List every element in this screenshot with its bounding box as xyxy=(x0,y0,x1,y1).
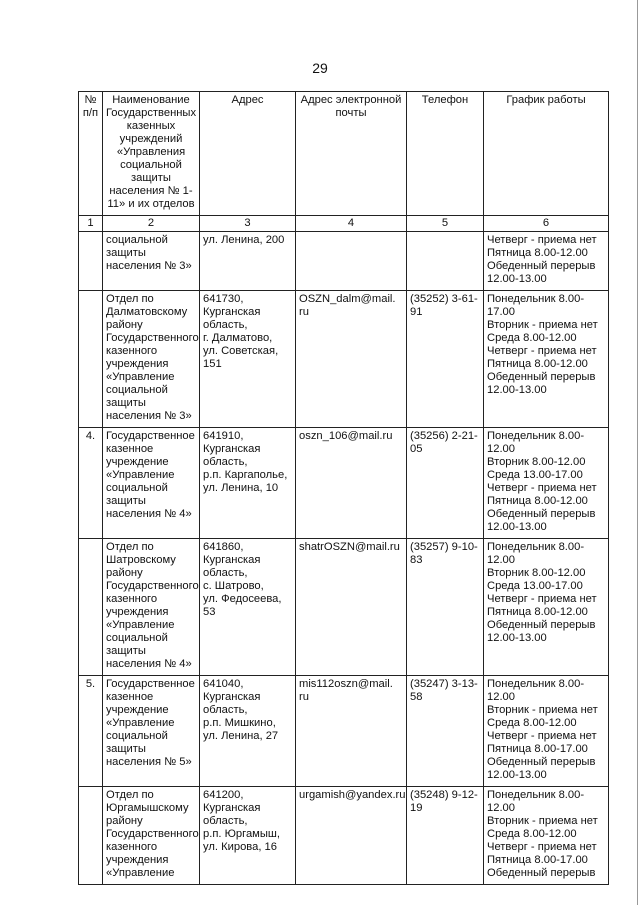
row-email: urgamish@yandex.ru xyxy=(296,787,407,885)
column-index: 6 xyxy=(484,216,609,232)
row-name: Отдел по Далматовскому району Государственного казенного учреждения «Управление социальной защиты населения № 3» xyxy=(103,291,200,428)
column-index: 1 xyxy=(79,216,103,232)
row-email: shatrOSZN@mail.ru xyxy=(296,539,407,676)
row-phone: (35247) 3-13- 58 xyxy=(407,676,484,787)
header-schedule: График работы xyxy=(484,92,609,216)
table-row xyxy=(79,232,609,291)
column-index: 5 xyxy=(407,216,484,232)
table-row xyxy=(79,291,609,428)
row-email: oszn_106@mail.ru xyxy=(296,428,407,539)
row-name: Отдел по Юргамышскому району Государственного казенного учреждения «Управление xyxy=(103,787,200,885)
row-email: OSZN_dalm@mail. ru xyxy=(296,291,407,428)
row-name: социальной защиты населения № 3» xyxy=(103,232,200,291)
page-number: 29 xyxy=(312,60,328,76)
header-email: Адрес электронной почты xyxy=(296,92,407,216)
table-row xyxy=(79,539,609,676)
row-address: 641910, Курганская область, р.п. Каргаполье, ул. Ленина, 10 xyxy=(200,428,296,539)
row-email: mis112oszn@mail. ru xyxy=(296,676,407,787)
row-phone: (35252) 3-61- 91 xyxy=(407,291,484,428)
row-address: 641730, Курганская область, г. Далматово, ул. Советская, 151 xyxy=(200,291,296,428)
row-schedule: Понедельник 8.00- 12.00 Вторник - приема нет Среда 8.00-12.00 Четверг - приема нет Пятница 8.00-17.00 Обеденный перерыв xyxy=(484,787,609,885)
column-index-row xyxy=(79,216,609,232)
header-num: № п/п xyxy=(79,92,103,216)
header-address: Адрес xyxy=(200,92,296,216)
row-phone: (35248) 9-12- 19 xyxy=(407,787,484,885)
row-num: 4. xyxy=(79,428,103,539)
row-schedule: Понедельник 8.00- 12.00 Вторник 8.00-12.00 Среда 13.00-17.00 Четверг - приема нет Пятница 8.00-12.00 Обеденный перерыв 12.00-13.00 xyxy=(484,539,609,676)
row-address: 641040, Курганская область, р.п. Мишкино, ул. Ленина, 27 xyxy=(200,676,296,787)
row-num xyxy=(79,232,103,291)
row-num xyxy=(79,539,103,676)
row-address: ул. Ленина, 200 xyxy=(200,232,296,291)
row-phone: (35257) 9-10- 83 xyxy=(407,539,484,676)
column-index: 4 xyxy=(296,216,407,232)
row-schedule: Понедельник 8.00- 12.00 Вторник - приема нет Среда 8.00-12.00 Четверг - приема нет Пятница 8.00-17.00 Обеденный перерыв 12.00-13.00 xyxy=(484,676,609,787)
header-phone: Телефон xyxy=(407,92,484,216)
row-schedule: Четверг - приема нет Пятница 8.00-12.00 Обеденный перерыв 12.00-13.00 xyxy=(484,232,609,291)
row-num xyxy=(79,787,103,885)
row-schedule: Понедельник 8.00- 12.00 Вторник 8.00-12.00 Среда 13.00-17.00 Четверг - приема нет Пятница 8.00-12.00 Обеденный перерыв 12.00-13.00 xyxy=(484,428,609,539)
column-index: 2 xyxy=(103,216,200,232)
row-address: 641860, Курганская область, с. Шатрово, ул. Федосеева, 53 xyxy=(200,539,296,676)
row-name: Государственное казенное учреждение «Управление социальной защиты населения № 4» xyxy=(103,428,200,539)
row-name: Отдел по Шатровскому району Государственного казенного учреждения «Управление социальной защиты населения № 4» xyxy=(103,539,200,676)
row-num: 5. xyxy=(79,676,103,787)
row-address: 641200, Курганская область, р.п. Юргамыш, ул. Кирова, 16 xyxy=(200,787,296,885)
table-row xyxy=(79,676,609,787)
row-name: Государственное казенное учреждение «Управление социальной защиты населения № 5» xyxy=(103,676,200,787)
table-header-row xyxy=(79,92,609,216)
row-phone: (35256) 2-21- 05 xyxy=(407,428,484,539)
table-row xyxy=(79,428,609,539)
page-edge-divider xyxy=(637,0,638,905)
header-name: Наименование Государственных казенных учреждений «Управления социальной защиты населения № 1- 11» и их отделов xyxy=(103,92,200,216)
table-row xyxy=(79,787,609,885)
institutions-table xyxy=(78,91,609,885)
column-index: 3 xyxy=(200,216,296,232)
row-email xyxy=(296,232,407,291)
row-schedule: Понедельник 8.00- 17.00 Вторник - приема нет Среда 8.00-12.00 Четверг - приема нет Пятница 8.00-12.00 Обеденный перерыв 12.00-13.00 xyxy=(484,291,609,428)
row-num xyxy=(79,291,103,428)
row-phone xyxy=(407,232,484,291)
